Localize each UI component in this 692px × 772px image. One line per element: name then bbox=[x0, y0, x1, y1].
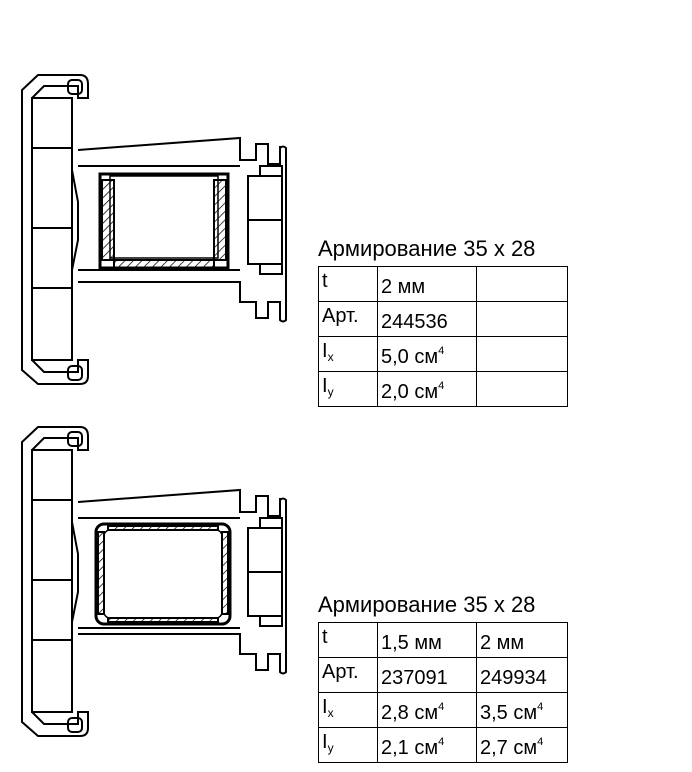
row-label: $I_y$ bbox=[319, 372, 378, 407]
row-label: $I_y$ bbox=[319, 728, 378, 763]
table-row bbox=[319, 693, 568, 728]
frame-chambers bbox=[32, 450, 78, 712]
frame-chambers bbox=[32, 98, 78, 360]
row-label: Арт. bbox=[319, 658, 378, 693]
value-cell bbox=[477, 337, 568, 372]
reinforcement-profile bbox=[96, 524, 230, 624]
table-row bbox=[319, 337, 568, 372]
value-cell: 3,5 $см^4$ bbox=[477, 693, 568, 728]
row-label: t bbox=[319, 623, 378, 658]
value-cell: 249934 bbox=[477, 658, 568, 693]
value-cell bbox=[477, 302, 568, 337]
value-cell: 2,1 $см^4$ bbox=[378, 728, 477, 763]
block-1-title: Армирование 35 х 28 bbox=[318, 236, 536, 261]
value-cell: 5,0 $см^4$ bbox=[378, 337, 477, 372]
table-row bbox=[319, 372, 568, 407]
spec-table-2 bbox=[318, 622, 568, 763]
mullion-body bbox=[78, 490, 286, 674]
value-cell: 2 мм bbox=[378, 267, 477, 302]
value-cell: 2 мм bbox=[477, 623, 568, 658]
profile-drawing-1 bbox=[18, 70, 293, 390]
value-cell bbox=[477, 372, 568, 407]
value-cell: 2,8 $см^4$ bbox=[378, 693, 477, 728]
table-row bbox=[319, 623, 568, 658]
profile-drawing-2 bbox=[18, 422, 293, 742]
value-cell bbox=[477, 267, 568, 302]
value-cell: 2,7 $см^4$ bbox=[477, 728, 568, 763]
value-cell: 244536 bbox=[378, 302, 477, 337]
row-label: $I_x$ bbox=[319, 693, 378, 728]
row-label: $I_x$ bbox=[319, 337, 378, 372]
spec-table-1 bbox=[318, 266, 568, 407]
table-row bbox=[319, 728, 568, 763]
value-cell: 2,0 $см^4$ bbox=[378, 372, 477, 407]
value-cell: 1,5 мм bbox=[378, 623, 477, 658]
table-row bbox=[319, 658, 568, 693]
value-cell: 237091 bbox=[378, 658, 477, 693]
row-label: t bbox=[319, 267, 378, 302]
table-row bbox=[319, 302, 568, 337]
reinforcement-profile bbox=[100, 174, 228, 268]
table-row bbox=[319, 267, 568, 302]
row-label: Арт. bbox=[319, 302, 378, 337]
block-2-title: Армирование 35 х 28 bbox=[318, 592, 536, 617]
